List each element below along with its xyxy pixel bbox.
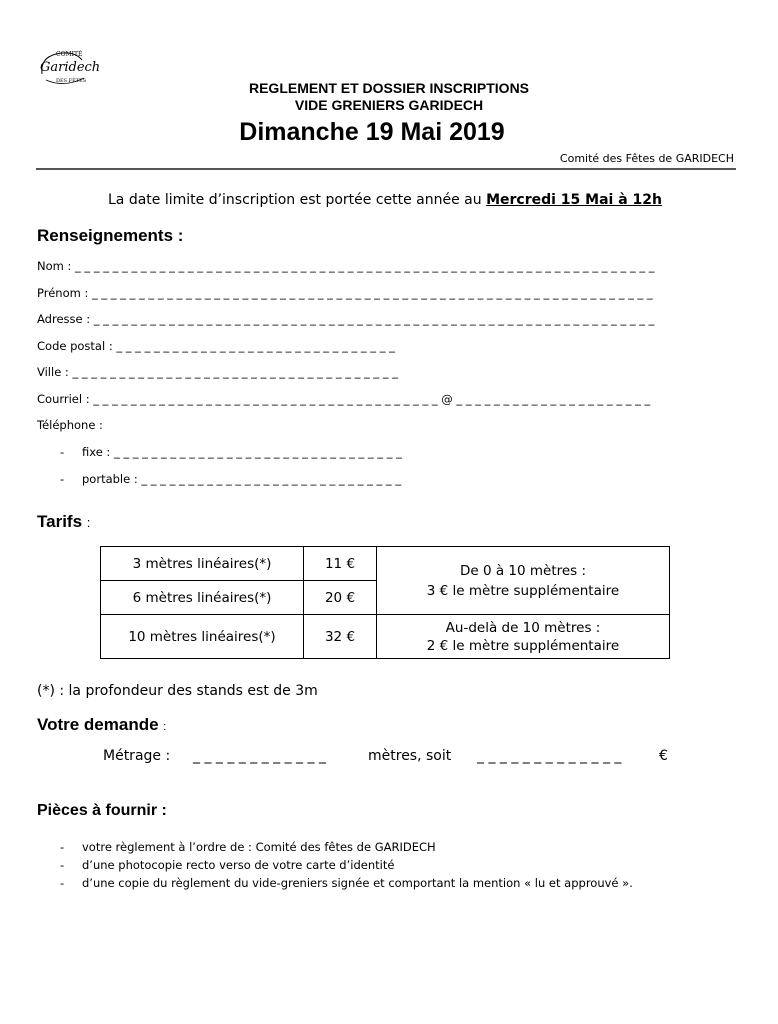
- table-row: [101, 615, 670, 659]
- telephone-label: Téléphone :: [37, 418, 103, 432]
- tarif-label: 10 mètres linéaires(*): [101, 615, 304, 659]
- portable-field[interactable]: [60, 472, 401, 486]
- tarif-note-1b: 3 € le mètre supplémentaire: [426, 582, 620, 599]
- request-heading-text: Votre demande: [37, 715, 159, 734]
- doc-heading-line1: REGLEMENT ET DOSSIER INSCRIPTIONS: [248, 80, 530, 96]
- list-dash: -: [60, 876, 65, 890]
- list-dash: -: [60, 472, 65, 486]
- tarifs-heading: [37, 512, 90, 532]
- tarif-note-2a: Au-delà de 10 mètres :: [445, 619, 601, 636]
- euro-sign: €: [659, 748, 668, 764]
- piece-text: votre règlement à l’ordre de : Comité des fêtes de GARIDECH: [82, 840, 436, 854]
- list-item: [60, 858, 633, 876]
- tarif-note-1a: De 0 à 10 mètres :: [459, 562, 587, 579]
- tarif-note-2b: 2 € le mètre supplémentaire: [426, 637, 620, 654]
- soit-label: mètres, soit: [368, 748, 452, 764]
- table-row: [101, 547, 670, 581]
- request-colon: :: [163, 721, 167, 733]
- list-item: [60, 876, 633, 894]
- list-dash: -: [60, 445, 65, 459]
- request-heading: [37, 715, 166, 735]
- list-item: [60, 840, 633, 858]
- prenom-field[interactable]: Prénom : _ _ _ _ _ _ _ _ _ _ _ _ _ _ _ _ _ _ _ _ _ _ _ _ _ _ _ _ _ _ _ _ _ _ _ _ _ _ _ _ _ _ _ _ _ _ _ _ _ _ _ _ _ _ _ _ _ _ _ _: [37, 286, 653, 300]
- event-date-title: Dimanche 19 Mai 2019: [239, 118, 505, 146]
- tarif-note-1: [377, 547, 670, 615]
- tarif-label: 3 mètres linéaires(*): [101, 547, 304, 581]
- fixe-label: fixe : _ _ _ _ _ _ _ _ _ _ _ _ _ _ _ _ _ _ _ _ _ _ _ _ _ _ _ _ _ _ _: [82, 445, 402, 459]
- piece-text: d’une copie du règlement du vide-greniers signée et comportant la mention « lu et approuvé ».: [82, 876, 633, 890]
- tarifs-table: [100, 546, 670, 659]
- svg-text:DES FÊTES: DES FÊTES: [56, 78, 87, 84]
- list-dash: -: [60, 840, 65, 854]
- portable-label: portable : _ _ _ _ _ _ _ _ _ _ _ _ _ _ _ _ _ _ _ _ _ _ _ _ _ _ _ _: [82, 472, 402, 486]
- piece-text: d’une photocopie recto verso de votre carte d’identité: [82, 858, 395, 872]
- svg-text:COMITÉ: COMITÉ: [56, 51, 83, 58]
- code-postal-field[interactable]: Code postal : _ _ _ _ _ _ _ _ _ _ _ _ _ _ _ _ _ _ _ _ _ _ _ _ _ _ _ _ _ _: [37, 339, 395, 353]
- deadline-text: La date limite d’inscription est portée cette année au: [108, 192, 487, 208]
- tarif-price: 20 €: [304, 581, 377, 615]
- committee-name: Comité des Fêtes de GARIDECH: [559, 152, 734, 165]
- svg-text:Garidech: Garidech: [40, 60, 101, 75]
- pieces-heading: Pièces à fournir :: [37, 802, 167, 819]
- price-input[interactable]: _ _ _ _ _ _ _ _ _ _ _ _ _: [477, 748, 622, 764]
- deadline-date: Mercredi 15 Mai à 12h: [486, 192, 662, 208]
- depth-footnote: (*) : la profondeur des stands est de 3m: [37, 683, 318, 699]
- tarifs-colon: :: [86, 515, 91, 530]
- tarif-note-2: [377, 615, 670, 659]
- deadline-line: [0, 192, 770, 208]
- fixe-field[interactable]: [60, 445, 402, 459]
- tarif-price: 32 €: [304, 615, 377, 659]
- metrage-label: Métrage :: [103, 748, 171, 764]
- ville-field[interactable]: Ville : _ _ _ _ _ _ _ _ _ _ _ _ _ _ _ _ _ _ _ _ _ _ _ _ _ _ _ _ _ _ _ _ _ _ _: [37, 365, 398, 379]
- courriel-field[interactable]: Courriel : _ _ _ _ _ _ _ _ _ _ _ _ _ _ _ _ _ _ _ _ _ _ _ _ _ _ _ _ _ _ _ _ _ _ _ _ _ @ _ _ _ _ _ _ _ _ _ _ _ _ _ _ _ _ _ _ _ _ _: [37, 392, 651, 406]
- adresse-field[interactable]: Adresse : _ _ _ _ _ _ _ _ _ _ _ _ _ _ _ _ _ _ _ _ _ _ _ _ _ _ _ _ _ _ _ _ _ _ _ _ _ _ _ _ _ _ _ _ _ _ _ _ _ _ _ _ _ _ _ _ _ _ _ _: [37, 312, 655, 326]
- tarif-price: 11 €: [304, 547, 377, 581]
- pieces-list: [60, 840, 633, 894]
- list-dash: -: [60, 858, 65, 872]
- tarifs-heading-text: Tarifs: [37, 512, 83, 531]
- doc-heading-line2: VIDE GRENIERS GARIDECH: [294, 97, 484, 113]
- nom-field[interactable]: Nom : _ _ _ _ _ _ _ _ _ _ _ _ _ _ _ _ _ _ _ _ _ _ _ _ _ _ _ _ _ _ _ _ _ _ _ _ _ _ _ _ _ _ _ _ _ _ _ _ _ _ _ _ _ _ _ _ _ _ _ _ _ _: [37, 259, 655, 273]
- metrage-input[interactable]: _ _ _ _ _ _ _ _ _ _ _ _: [193, 748, 326, 764]
- info-heading: Renseignements :: [37, 226, 184, 245]
- tarif-label: 6 mètres linéaires(*): [101, 581, 304, 615]
- header-divider: [36, 168, 736, 170]
